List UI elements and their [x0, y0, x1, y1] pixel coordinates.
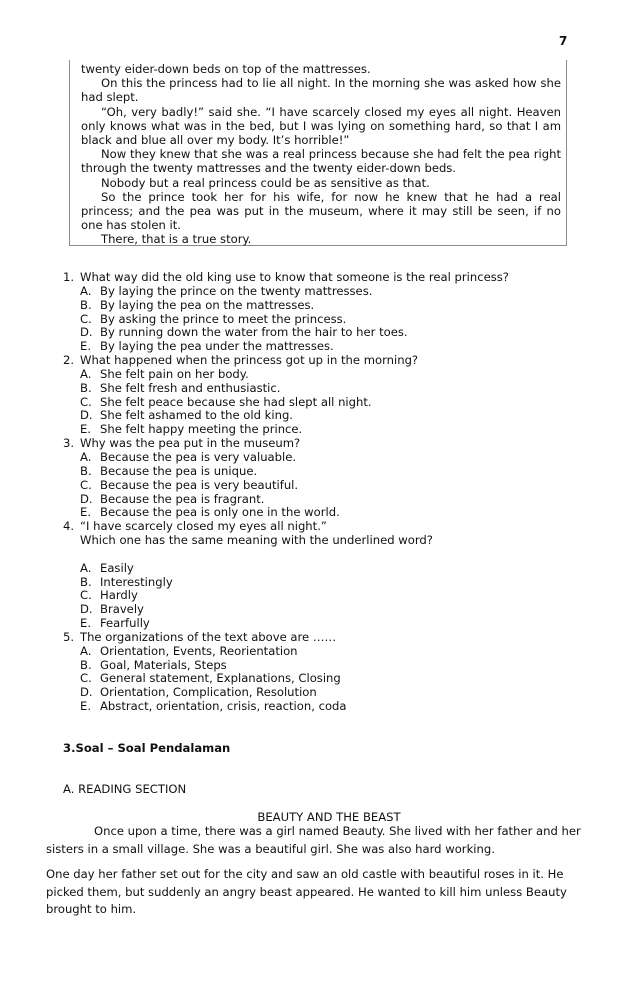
option-text: By laying the pea under the mattresses. [100, 339, 334, 354]
answer-option [80, 617, 583, 631]
answer-option [80, 700, 583, 714]
answer-option [80, 686, 583, 700]
option-letter: D. [80, 685, 93, 700]
question-number: 4. [63, 519, 75, 534]
answer-option [80, 506, 583, 520]
story-title: BEAUTY AND THE BEAST [257, 810, 401, 824]
question-stem [63, 437, 583, 451]
option-text: By asking the prince to meet the princess. [100, 311, 347, 326]
question-text: Why was the pea put in the museum? [80, 436, 301, 451]
answer-option [80, 451, 583, 465]
option-text: She felt happy meeting the prince. [100, 422, 303, 437]
option-text: Fearfully [100, 616, 150, 631]
option-text: Bravely [100, 602, 144, 617]
question-number: 1. [63, 270, 75, 284]
question-stem [63, 520, 583, 534]
option-letter: E. [80, 699, 92, 714]
option-letter: A. [80, 643, 92, 658]
answer-option [80, 589, 583, 603]
option-letter: B. [80, 380, 92, 395]
question-stem [63, 271, 583, 285]
option-letter: C. [80, 671, 92, 686]
answer-option [80, 409, 583, 423]
answer-option [80, 299, 583, 313]
option-letter: A. [80, 560, 92, 575]
answer-option [80, 672, 583, 686]
story-paragraph: Now they knew that she was a real princess because she had felt the pea right through the twenty mattresses and the twenty eider-down beds. [81, 147, 561, 176]
option-text: Because the pea is very beautiful. [100, 477, 299, 492]
option-letter: D. [80, 602, 93, 617]
option-letter: E. [80, 505, 92, 520]
option-text: Goal, Materials, Steps [100, 657, 227, 672]
story-excerpt-box [69, 60, 567, 246]
reading-section-heading: A. READING SECTION [63, 782, 187, 796]
option-letter: D. [80, 325, 93, 340]
answer-option [80, 423, 583, 437]
story-paragraph: On this the princess had to lie all night. In the morning she was asked how she had slept. [81, 76, 561, 105]
option-text: By laying the pea on the mattresses. [100, 297, 315, 312]
answer-options [63, 645, 583, 714]
answer-option [80, 465, 583, 479]
question-item [63, 437, 583, 520]
question-number: 5. [63, 629, 75, 644]
option-letter: C. [80, 477, 92, 492]
option-text: Because the pea is fragrant. [100, 491, 265, 506]
option-text: Hardly [100, 588, 138, 603]
story-paragraph: So the prince took her for his wife, for now he knew that he had a real princess; and the pea was put in the museum, where it may still be seen, if no one has stolen it. [81, 189, 561, 233]
answer-option [80, 562, 583, 576]
answer-options [63, 285, 583, 354]
question-stem [63, 354, 583, 368]
option-text: Because the pea is only one in the world. [100, 505, 340, 520]
answer-options [63, 451, 583, 520]
option-letter: A. [80, 283, 92, 298]
option-text: General statement, Explanations, Closing [100, 671, 341, 686]
question-text: “I have scarcely closed my eyes all night.” [80, 519, 327, 534]
option-letter: A. [80, 449, 92, 464]
answer-option [80, 396, 583, 410]
story-paragraph: Nobody but a real princess could be as sensitive as that. [101, 175, 430, 190]
option-letter: C. [80, 311, 92, 326]
question-item [63, 520, 583, 631]
option-letter: E. [80, 616, 92, 631]
reading-paragraph-2: One day her father set out for the city and saw an old castle with beautiful roses in it. He picked them, but suddenly an angry beast appeared. He wanted to kill him unless Beauty brought to him. [46, 867, 567, 916]
option-text: Interestingly [100, 574, 173, 589]
option-text: Orientation, Events, Reorientation [100, 643, 298, 658]
option-text: She felt fresh and enthusiastic. [100, 380, 281, 395]
option-text: She felt peace because she had slept all night. [100, 394, 372, 409]
question-number: 3. [63, 436, 75, 451]
answer-option [80, 479, 583, 493]
question-text: What happened when the princess got up in the morning? [80, 353, 419, 368]
option-letter: E. [80, 339, 92, 354]
option-text: Abstract, orientation, crisis, reaction, coda [100, 699, 347, 714]
answer-options [63, 368, 583, 437]
question-number: 2. [63, 353, 75, 368]
option-letter: B. [80, 463, 92, 478]
option-text: She felt ashamed to the old king. [100, 408, 293, 423]
answer-option [80, 340, 583, 354]
option-text: Because the pea is very valuable. [100, 449, 297, 464]
answer-option [80, 576, 583, 590]
question-text: The organizations of the text above are …… [80, 629, 337, 644]
reading-paragraph-1: Once upon a time, there was a girl named Beauty. She lived with her father and her sisters in a small village. She was a beautiful girl. She was also hard working. [46, 824, 581, 856]
answer-options [63, 562, 583, 631]
option-letter: D. [80, 491, 93, 506]
option-text: By laying the prince on the twenty mattresses. [100, 283, 373, 298]
option-text: By running down the water from the hair to her toes. [100, 325, 408, 340]
option-letter: E. [80, 422, 92, 437]
answer-option [80, 382, 583, 396]
question-subtext: Which one has the same meaning with the underlined word? [80, 533, 433, 548]
option-text: Because the pea is unique. [100, 463, 258, 478]
option-letter: B. [80, 297, 92, 312]
question-item [63, 631, 583, 714]
option-text: Orientation, Complication, Resolution [100, 685, 317, 700]
option-letter: B. [80, 574, 92, 589]
answer-option [80, 645, 583, 659]
story-paragraph: “Oh, very badly!” said she. “I have scarcely closed my eyes all night. Heaven only knows what was in the bed, but I was lying on something hard, so that I am black and blue all over my body. It’s horrible!” [81, 104, 561, 148]
option-text: Easily [100, 560, 134, 575]
question-spacer [63, 548, 583, 562]
option-letter: D. [80, 408, 93, 423]
option-letter: A. [80, 366, 92, 381]
answer-option [80, 368, 583, 382]
answer-option [80, 493, 583, 507]
answer-option [80, 603, 583, 617]
story-paragraph: There, that is a true story. [101, 232, 252, 247]
page-number: 7 [559, 34, 568, 48]
question-stem [63, 631, 583, 645]
option-letter: C. [80, 394, 92, 409]
answer-option [80, 659, 583, 673]
question-list [63, 271, 583, 714]
story-paragraph: twenty eider-down beds on top of the mattresses. [81, 62, 371, 76]
option-letter: C. [80, 588, 92, 603]
option-letter: B. [80, 657, 92, 672]
section-heading: 3.Soal – Soal Pendalaman [63, 741, 231, 755]
answer-option [80, 285, 583, 299]
question-item [63, 271, 583, 354]
question-item [63, 354, 583, 437]
answer-option [80, 326, 583, 340]
answer-option [80, 313, 583, 327]
question-text: What way did the old king use to know that someone is the real princess? [80, 270, 509, 284]
option-text: She felt pain on her body. [100, 366, 249, 381]
